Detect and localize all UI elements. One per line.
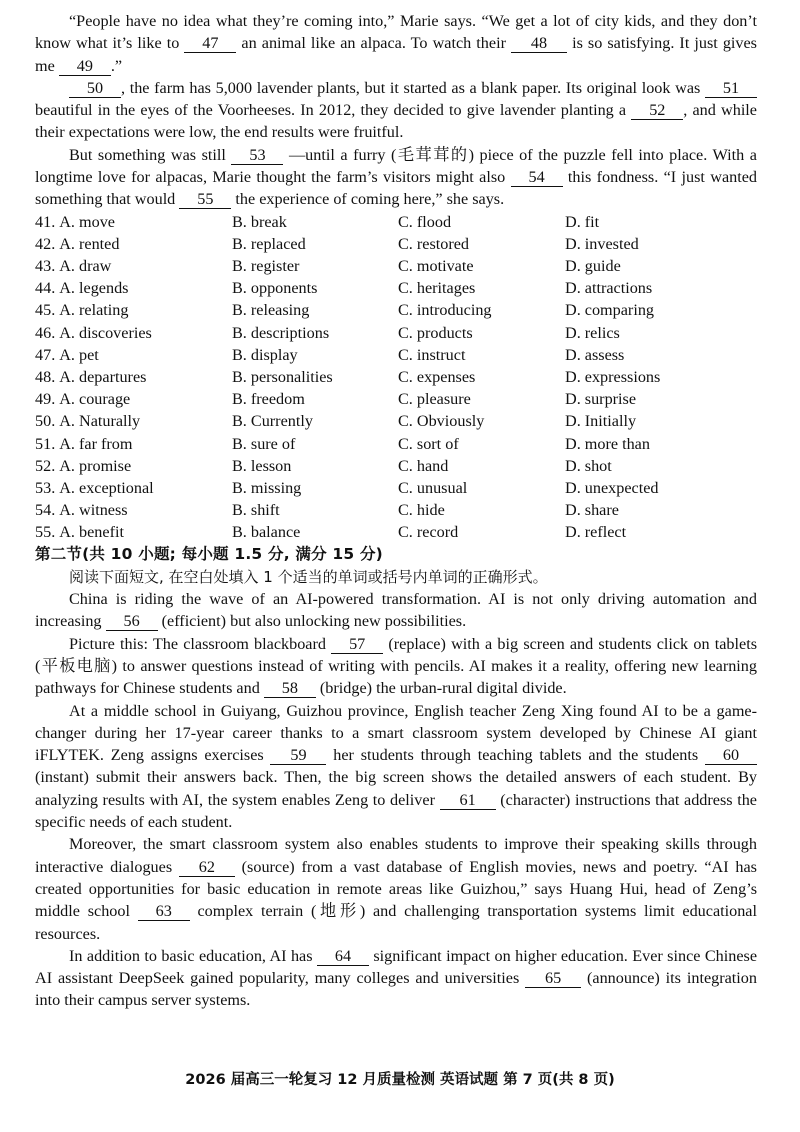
option-b[interactable]: B. personalities — [232, 367, 333, 386]
option-a[interactable]: A. witness — [59, 501, 128, 520]
option-a[interactable]: A. pet — [59, 345, 99, 364]
option-c[interactable]: C. Obviously — [398, 412, 485, 431]
option-d[interactable]: D. unexpected — [565, 478, 659, 497]
option-c-cell — [398, 322, 565, 344]
option-b[interactable]: B. descriptions — [232, 323, 330, 342]
text: .” — [110, 56, 123, 75]
option-c-cell — [398, 344, 565, 366]
text: (character) instructions that address the specific needs of each student. — [35, 790, 757, 832]
option-a-cell — [35, 455, 232, 477]
option-d-cell — [565, 410, 755, 432]
text: her students through teaching tablets and the students — [326, 746, 705, 765]
question-number: 43. — [35, 257, 56, 276]
text: —until a furry (毛茸茸的) piece of the puzzle fell into place. With a longtime love for alpacas, Marie thought the farm’s visitors might also — [35, 145, 757, 187]
option-a-cell — [35, 433, 232, 455]
text: , the farm has 5,000 lavender plants, but it started as a blank paper. Its original look was — [121, 78, 705, 97]
grammar-paragraph-2 — [35, 633, 757, 700]
section-instruction: 阅读下面短文, 在空白处填入 1 个适当的单词或括号内单词的正确形式。 — [69, 567, 548, 586]
option-b-cell — [232, 521, 398, 543]
text: , and while their expectations were low, the end results were fruitful. — [35, 101, 757, 142]
question-number: 52. — [35, 456, 56, 475]
option-row — [35, 499, 757, 521]
option-b[interactable]: B. sure of — [232, 434, 296, 453]
option-row — [35, 477, 757, 499]
option-b-cell — [232, 433, 398, 455]
option-d-cell — [565, 277, 755, 299]
option-c-cell — [398, 277, 565, 299]
option-row — [35, 344, 757, 366]
section-heading: 第二节(共 10 小题; 每小题 1.5 分, 满分 15 分) — [35, 545, 383, 564]
option-c-cell — [398, 388, 565, 410]
blank-49[interactable]: 49 — [59, 57, 111, 76]
text: Picture this: The classroom blackboard — [69, 634, 332, 653]
option-a-cell — [35, 277, 232, 299]
question-number: 46. — [35, 323, 56, 342]
option-a-cell — [35, 344, 232, 366]
text: is so satisfying. It just gives me — [35, 34, 757, 75]
option-a[interactable]: A. departures — [59, 367, 147, 386]
option-a-cell — [35, 299, 232, 321]
option-row — [35, 433, 757, 455]
option-b-cell — [232, 366, 398, 388]
option-row — [35, 366, 757, 388]
option-row — [35, 255, 757, 277]
option-d[interactable]: D. more than — [565, 434, 650, 453]
option-a-cell — [35, 233, 232, 255]
option-row — [35, 211, 757, 233]
option-a-cell — [35, 499, 232, 521]
text: significant impact on higher education. Ever since Chinese AI assistant DeepSeek gained popularity, many colleges and universities — [35, 946, 757, 988]
option-a-cell — [35, 255, 232, 277]
grammar-paragraph-4 — [35, 833, 757, 944]
option-d[interactable]: D. invested — [565, 234, 639, 253]
option-c-cell — [398, 499, 565, 521]
option-d-cell — [565, 299, 755, 321]
option-a[interactable]: A. discoveries — [59, 323, 152, 342]
blank-62[interactable]: 62 — [179, 858, 235, 877]
blank-63[interactable]: 63 — [138, 902, 190, 921]
blank-60[interactable]: 60 — [705, 746, 757, 765]
option-a-cell — [35, 477, 232, 499]
options-table — [35, 211, 757, 544]
question-number: 53. — [35, 478, 56, 497]
option-b[interactable]: B. freedom — [232, 390, 305, 409]
option-a-cell — [35, 410, 232, 432]
option-b-cell — [232, 344, 398, 366]
option-c[interactable]: C. hand — [398, 456, 449, 475]
option-row — [35, 388, 757, 410]
option-c-cell — [398, 255, 565, 277]
blank-48[interactable]: 48 — [511, 34, 567, 53]
option-a-cell — [35, 211, 232, 233]
question-number: 44. — [35, 279, 56, 298]
option-d-cell — [565, 233, 755, 255]
blank-53[interactable]: 53 — [231, 146, 283, 165]
text: (source) from a vast database of English movies, news and poetry. “AI has created opportunities for basic education in remote areas like Guizhou,” says Huang Hui, head of Zeng’s middle school — [35, 857, 757, 921]
option-b[interactable]: B. Currently — [232, 412, 313, 431]
text: the experience of coming here,” she says. — [231, 190, 505, 209]
question-number: 41. — [35, 212, 56, 231]
option-c-cell — [398, 455, 565, 477]
option-row — [35, 410, 757, 432]
option-d-cell — [565, 255, 755, 277]
option-b-cell — [232, 322, 398, 344]
option-b[interactable]: B. releasing — [232, 301, 310, 320]
option-b[interactable]: B. missing — [232, 478, 302, 497]
option-b-cell — [232, 388, 398, 410]
option-c[interactable]: C. instruct — [398, 345, 466, 364]
blank-51[interactable]: 51 — [705, 79, 757, 98]
option-c-cell — [398, 477, 565, 499]
option-a[interactable]: A. promise — [59, 456, 132, 475]
question-number: 45. — [35, 301, 56, 320]
option-d-cell — [565, 521, 755, 543]
option-b[interactable]: B. opponents — [232, 279, 318, 298]
question-number: 54. — [35, 501, 56, 520]
option-c[interactable]: C. hide — [398, 501, 445, 520]
text: (bridge) the urban-rural digital divide. — [315, 679, 567, 698]
option-c-cell — [398, 211, 565, 233]
option-row — [35, 455, 757, 477]
text: But something was still — [69, 145, 232, 164]
option-b[interactable]: B. display — [232, 345, 298, 364]
text: “People have no idea what they’re coming into,” Marie says. “We get a lot of city kids, and they don’t know what it’s like to — [35, 12, 757, 53]
option-c[interactable]: C. introducing — [398, 301, 492, 320]
blank-58[interactable]: 58 — [264, 679, 316, 698]
blank-61[interactable]: 61 — [440, 791, 496, 810]
option-b[interactable]: B. replaced — [232, 234, 306, 253]
option-a[interactable]: A. move — [59, 212, 115, 231]
option-b-cell — [232, 233, 398, 255]
text: (replace) with a big screen and students click on tablets (平板电脑) to answer questions instead of writing with pencils. AI makes it a reality, offering new learning pathways for Chinese students and — [35, 634, 757, 698]
option-d-cell — [565, 211, 755, 233]
text: China is riding the wave of an AI-powered transformation. AI is not only driving automation and increasing — [35, 590, 757, 631]
option-b-cell — [232, 299, 398, 321]
option-b-cell — [232, 499, 398, 521]
text: (announce) its integration into their campus server systems. — [35, 969, 757, 1010]
option-a-cell — [35, 521, 232, 543]
option-b-cell — [232, 277, 398, 299]
option-c[interactable]: C. restored — [398, 234, 470, 253]
option-d-cell — [565, 344, 755, 366]
option-c[interactable]: C. products — [398, 323, 473, 342]
text: beautiful in the eyes of the Voorheeses. In 2012, they decided to give lavender planting a — [35, 101, 632, 120]
text: At a middle school in Guiyang, Guizhou province, English teacher Zeng Xing found AI to be a game-changer during her 17-year career thanks to a smart classroom system developed by Chinese AI giant iFLYTEK. Zeng assigns exercises — [35, 701, 757, 765]
option-d[interactable]: D. share — [565, 501, 619, 520]
question-number: 42. — [35, 234, 56, 253]
option-d[interactable]: D. comparing — [565, 301, 655, 320]
text: (instant) submit their answers back. Then, the big screen shows the detailed answers of each student. By analyzing results with AI, the system enables Zeng to deliver — [35, 768, 757, 809]
question-number: 49. — [35, 390, 56, 409]
option-d[interactable]: D. guide — [565, 257, 621, 276]
text: Moreover, the smart classroom system also enables students to improve their speaking skills through interactive dialogues — [35, 835, 757, 876]
text: this fondness. “I just wanted something that would — [35, 168, 757, 209]
option-d-cell — [565, 433, 755, 455]
option-c[interactable]: C. heritages — [398, 279, 476, 298]
option-d[interactable]: D. surprise — [565, 390, 637, 409]
option-b-cell — [232, 455, 398, 477]
blank-52[interactable]: 52 — [631, 101, 683, 120]
option-c[interactable]: C. unusual — [398, 478, 468, 497]
option-b[interactable]: B. shift — [232, 501, 280, 520]
option-a[interactable]: A. courage — [59, 390, 131, 409]
blank-54[interactable]: 54 — [511, 168, 563, 187]
question-number: 48. — [35, 367, 56, 386]
option-d-cell — [565, 477, 755, 499]
option-c-cell — [398, 521, 565, 543]
blank-56[interactable]: 56 — [106, 612, 158, 631]
option-b-cell — [232, 211, 398, 233]
cloze-paragraph-1 — [35, 10, 757, 77]
blank-59[interactable]: 59 — [270, 746, 326, 765]
option-row — [35, 322, 757, 344]
option-a[interactable]: A. rented — [59, 234, 120, 253]
grammar-paragraph-5 — [35, 945, 757, 1012]
option-c[interactable]: C. pleasure — [398, 390, 471, 409]
option-c-cell — [398, 433, 565, 455]
grammar-paragraph-1 — [35, 588, 757, 633]
option-row — [35, 277, 757, 299]
blank-64[interactable]: 64 — [317, 947, 369, 966]
blank-65[interactable]: 65 — [525, 969, 581, 988]
option-c[interactable]: C. expenses — [398, 367, 476, 386]
option-d[interactable]: D. assess — [565, 345, 625, 364]
option-c[interactable]: C. motivate — [398, 257, 474, 276]
option-b-cell — [232, 255, 398, 277]
option-b[interactable]: B. lesson — [232, 456, 292, 475]
option-a-cell — [35, 388, 232, 410]
cloze-paragraph-2 — [35, 77, 757, 144]
question-number: 51. — [35, 434, 56, 453]
option-a[interactable]: A. benefit — [59, 523, 124, 542]
page-footer: 2026 届高三一轮复习 12 月质量检测 英语试题 第 7 页(共 8 页) — [185, 1072, 615, 1088]
text: an animal like an alpaca. To watch their — [236, 34, 512, 53]
option-a[interactable]: A. exceptional — [59, 478, 154, 497]
option-a[interactable]: A. Naturally — [59, 412, 141, 431]
option-c-cell — [398, 299, 565, 321]
blank-55[interactable]: 55 — [179, 190, 231, 209]
option-c[interactable]: C. sort of — [398, 434, 459, 453]
option-c-cell — [398, 366, 565, 388]
option-d-cell — [565, 366, 755, 388]
option-d[interactable]: D. expressions — [565, 367, 661, 386]
option-a[interactable]: A. far from — [59, 434, 133, 453]
option-a[interactable]: A. draw — [59, 257, 112, 276]
option-b-cell — [232, 410, 398, 432]
option-row — [35, 521, 757, 543]
option-d[interactable]: D. shot — [565, 456, 612, 475]
option-row — [35, 233, 757, 255]
question-number: 47. — [35, 345, 56, 364]
option-d-cell — [565, 499, 755, 521]
option-d-cell — [565, 322, 755, 344]
text: In addition to basic education, AI has — [69, 946, 317, 965]
option-a-cell — [35, 322, 232, 344]
option-a[interactable]: A. relating — [59, 301, 129, 320]
option-d[interactable]: D. Initially — [565, 412, 637, 431]
question-number: 50. — [35, 412, 56, 431]
question-number: 55. — [35, 523, 56, 542]
option-c-cell — [398, 233, 565, 255]
option-d-cell — [565, 455, 755, 477]
option-b[interactable]: B. register — [232, 257, 300, 276]
option-c[interactable]: C. record — [398, 523, 459, 542]
blank-50[interactable]: 50 — [69, 79, 121, 98]
grammar-paragraph-3 — [35, 700, 757, 834]
text: complex terrain (地形) and challenging transportation systems limit educational resources. — [35, 902, 757, 943]
option-d[interactable]: D. fit — [565, 212, 600, 231]
option-c[interactable]: C. flood — [398, 212, 452, 231]
option-row — [35, 299, 757, 321]
option-b[interactable]: B. balance — [232, 523, 301, 542]
option-c-cell — [398, 410, 565, 432]
option-b-cell — [232, 477, 398, 499]
option-d-cell — [565, 388, 755, 410]
cloze-paragraph-3 — [35, 144, 757, 211]
option-a[interactable]: A. legends — [59, 279, 129, 298]
exam-page — [35, 10, 757, 1012]
option-a-cell — [35, 366, 232, 388]
option-d[interactable]: D. reflect — [565, 523, 627, 542]
option-b[interactable]: B. break — [232, 212, 287, 231]
option-d[interactable]: D. attractions — [565, 279, 653, 298]
option-d[interactable]: D. relics — [565, 323, 620, 342]
blank-47[interactable]: 47 — [184, 34, 236, 53]
text: (efficient) but also unlocking new possibilities. — [157, 612, 467, 631]
blank-57[interactable]: 57 — [331, 635, 383, 654]
